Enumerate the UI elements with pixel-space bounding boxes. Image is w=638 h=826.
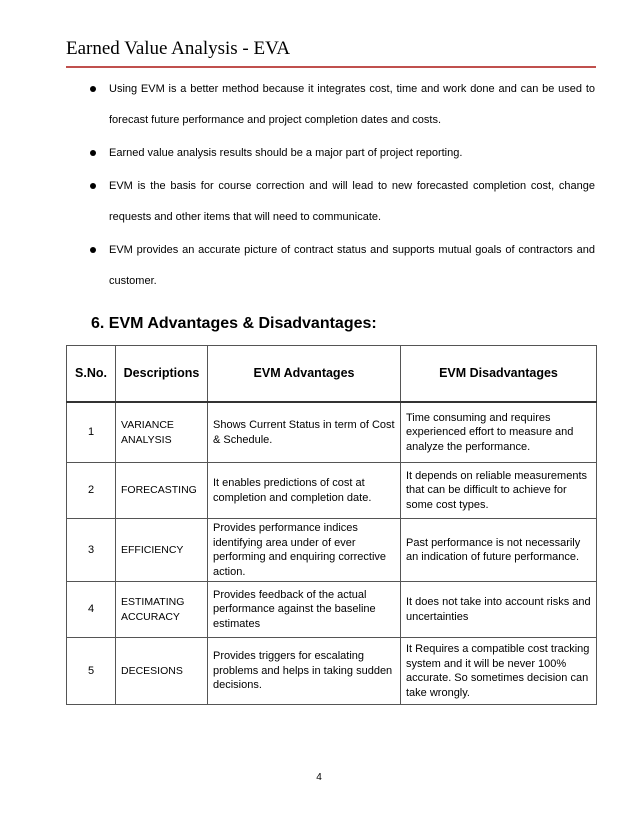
cell-disadvantage: It does not take into account risks and uncertainties <box>401 582 597 638</box>
bullet-item <box>90 138 595 169</box>
bullet-text: EVM is the basis for course correction and will lead to new forecasted completion cost, change requests and other items that will need to communicate. <box>109 180 595 223</box>
cell-sno: 1 <box>67 402 116 463</box>
header-sno: S.No. <box>67 346 116 403</box>
cell-description: DECESIONS <box>116 638 208 705</box>
cell-advantage: It enables predictions of cost at completion and completion date. <box>208 463 401 519</box>
header-advantages: EVM Advantages <box>208 346 401 403</box>
table-row <box>67 402 597 463</box>
table-row <box>67 582 597 638</box>
table-row <box>67 463 597 519</box>
bullet-text: Earned value analysis results should be a major part of project reporting. <box>109 147 463 159</box>
cell-advantage: Provides feedback of the actual performance against the baseline estimates <box>208 582 401 638</box>
bullet-list <box>90 74 595 299</box>
cell-advantage: Provides performance indices identifying area under of ever performing and enquiring corrective action. <box>208 519 401 582</box>
cell-disadvantage: Past performance is not necessarily an indication of future performance. <box>401 519 597 582</box>
cell-description: ESTIMATING ACCURACY <box>116 582 208 638</box>
header-disadvantages: EVM Disadvantages <box>401 346 597 403</box>
table-header-row <box>67 346 597 403</box>
page-header-title: Earned Value Analysis - EVA <box>66 38 291 59</box>
evm-comparison-table <box>66 345 597 705</box>
cell-advantage: Shows Current Status in term of Cost & Schedule. <box>208 402 401 463</box>
bullet-item <box>90 171 595 233</box>
cell-sno: 2 <box>67 463 116 519</box>
bullet-item <box>90 235 595 297</box>
cell-description: EFFICIENCY <box>116 519 208 582</box>
bullet-dot-icon <box>90 247 96 253</box>
header-divider <box>66 66 596 68</box>
table-row <box>67 519 597 582</box>
bullet-dot-icon <box>90 183 96 189</box>
table-row <box>67 638 597 705</box>
bullet-text: Using EVM is a better method because it integrates cost, time and work done and can be used to forecast future performance and project completion dates and costs. <box>109 83 595 126</box>
cell-disadvantage: Time consuming and requires experienced effort to measure and analyze the performance. <box>401 402 597 463</box>
cell-description: FORECASTING <box>116 463 208 519</box>
cell-disadvantage: It Requires a compatible cost tracking system and it will be never 100% accurate. So sometimes decision can take wrongly. <box>401 638 597 705</box>
cell-sno: 5 <box>67 638 116 705</box>
bullet-item <box>90 74 595 136</box>
cell-sno: 4 <box>67 582 116 638</box>
bullet-dot-icon <box>90 150 96 156</box>
bullet-text: EVM provides an accurate picture of contract status and supports mutual goals of contractors and customer. <box>109 244 595 287</box>
header-descriptions: Descriptions <box>116 346 208 403</box>
bullet-dot-icon <box>90 86 96 92</box>
cell-sno: 3 <box>67 519 116 582</box>
cell-description: VARIANCE ANALYSIS <box>116 402 208 463</box>
cell-disadvantage: It depends on reliable measurements that can be difficult to achieve for some cost types. <box>401 463 597 519</box>
page-number: 4 <box>316 772 322 783</box>
cell-advantage: Provides triggers for escalating problems and helps in taking sudden decisions. <box>208 638 401 705</box>
section-heading: 6. EVM Advantages & Disadvantages: <box>91 315 377 332</box>
